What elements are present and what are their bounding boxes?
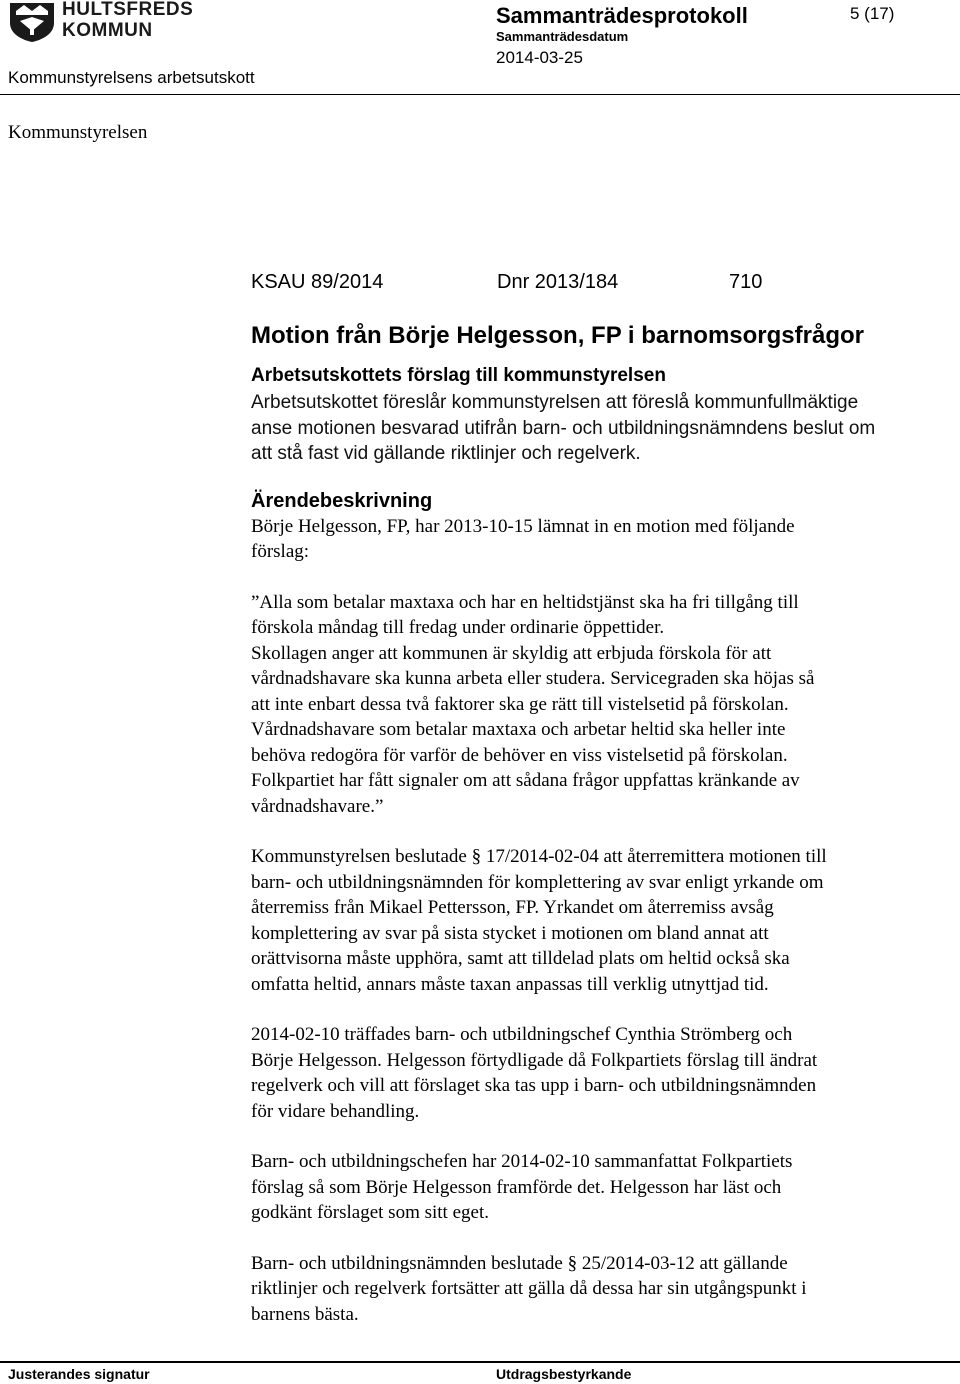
- footer-divider: [0, 1361, 960, 1363]
- text-line: riktlinjer och regelverk fortsätter att gälla då dessa har sin utgångspunkt i: [251, 1278, 807, 1299]
- proposal-line: Arbetsutskottet föreslår kommunstyrelsen att föreslå kommunfullmäktige: [251, 392, 859, 413]
- proposal-heading: Arbetsutskottets förslag till kommunstyrelsen: [251, 365, 666, 386]
- page-number: 5 (17): [850, 4, 895, 23]
- logo-text-line2: KOMMUN: [62, 20, 153, 41]
- case-code: 710: [729, 271, 763, 293]
- case-title: Motion från Börje Helgesson, FP i barnomsorgsfrågor: [251, 322, 864, 349]
- main-content: [251, 268, 931, 1327]
- text-line: för vidare behandling.: [251, 1100, 420, 1122]
- description-paragraph: [251, 1022, 931, 1124]
- text-line: vårdnadshavare.”: [251, 795, 384, 817]
- text-line: Börje Helgesson. Helgesson förtydligade då Folkpartiets förslag till ändrat: [251, 1049, 818, 1071]
- description-paragraph: [251, 844, 931, 997]
- text-line: komplettering av svar på sista stycket i motionen om bland annat att: [251, 922, 769, 944]
- logo-text-line1: HULTSFREDS: [62, 0, 194, 20]
- text-line: Skollagen anger att kommunen är skyldig att erbjuda förskola för att: [251, 642, 772, 664]
- diary-number: Dnr 2013/184: [497, 271, 619, 293]
- text-line: Vårdnadshavare som betalar maxtaxa och arbetar heltid ska heller inte: [251, 719, 786, 740]
- text-line: att inte enbart dessa två faktorer ska ge rätt till vistelsetid på förskolan.: [251, 693, 789, 715]
- committee-name: Kommunstyrelsens arbetsutskott: [8, 68, 255, 87]
- text-line: förslag så som Börje Helgesson framförde det. Helgesson har läst och: [251, 1176, 782, 1198]
- text-line: Folkpartiet har fått signaler om att sådana frågor uppfattas kränkande av: [251, 770, 800, 791]
- text-line: återremiss från Mikael Pettersson, FP. Yrkandet om återremiss avsåg: [251, 897, 774, 918]
- text-line: godkänt förslaget som sitt eget.: [251, 1202, 489, 1223]
- signature-label: Justerandes signatur: [8, 1366, 150, 1382]
- meeting-date-value: 2014-03-25: [496, 48, 583, 67]
- text-line: Barn- och utbildningschefen har 2014-02-10 sammanfattat Folkpartiets: [251, 1151, 793, 1172]
- text-line: barn- och utbildningsnämnden för komplettering av svar enligt yrkande om: [251, 871, 824, 893]
- header-divider: [0, 94, 960, 95]
- motion-quote: [251, 590, 931, 820]
- text-line: regelverk och vill att förslaget ska tas upp i barn- och utbildningsnämnden: [251, 1075, 817, 1096]
- description-heading: Ärendebeskrivning: [251, 489, 433, 512]
- extract-certification-label: Utdragsbestyrkande: [496, 1366, 632, 1382]
- municipality-logo: [8, 0, 194, 44]
- coat-of-arms-icon: [8, 1, 56, 43]
- text-line: Barn- och utbildningsnämnden beslutade § 25/2014-03-12 att gällande: [251, 1252, 788, 1274]
- text-line: förskola måndag till fredag under ordinarie öppettider.: [251, 617, 665, 638]
- body-label: Kommunstyrelsen: [8, 122, 148, 143]
- text-line: Kommunstyrelsen beslutade § 17/2014-02-04 att återremittera motionen till: [251, 846, 827, 867]
- description-paragraph: [251, 1251, 931, 1328]
- proposal-line: att stå fast vid gällande riktlinjer och regelverk.: [251, 443, 641, 464]
- text-line: ”Alla som betalar maxtaxa och har en heltidstjänst ska ha fri tillgång till: [251, 591, 799, 613]
- text-line: behöva redogöra för varför de behöver en viss vistelsetid på förskolan.: [251, 744, 788, 766]
- text-line: 2014-02-10 träffades barn- och utbildningschef Cynthia Strömberg och: [251, 1024, 793, 1045]
- proposal-line: anse motionen besvarad utifrån barn- och utbildningsnämndens beslut om: [251, 417, 876, 439]
- document-title: Sammanträdesprotokoll: [496, 3, 748, 28]
- proposal-text: [251, 390, 931, 467]
- text-line: omfatta heltid, annars måste taxan anpassas till verklig utnyttjad tid.: [251, 973, 769, 995]
- text-line: Börje Helgesson, FP, har 2013-10-15 lämnat in en motion med följande: [251, 515, 795, 537]
- text-line: orättvisorna måste upphöra, samt att tilldelad plats om heltid också ska: [251, 948, 790, 969]
- meeting-date-label: Sammanträdesdatum: [496, 29, 629, 44]
- text-line: vårdnadshavare ska kunna arbeta eller studera. Servicegraden ska höjas så: [251, 668, 815, 689]
- text-line: barnens bästa.: [251, 1303, 359, 1325]
- description-paragraph: [251, 514, 931, 565]
- case-id: KSAU 89/2014: [251, 271, 384, 293]
- text-line: förslag:: [251, 541, 310, 562]
- case-reference-row: [251, 268, 931, 296]
- description-paragraph: [251, 1149, 931, 1226]
